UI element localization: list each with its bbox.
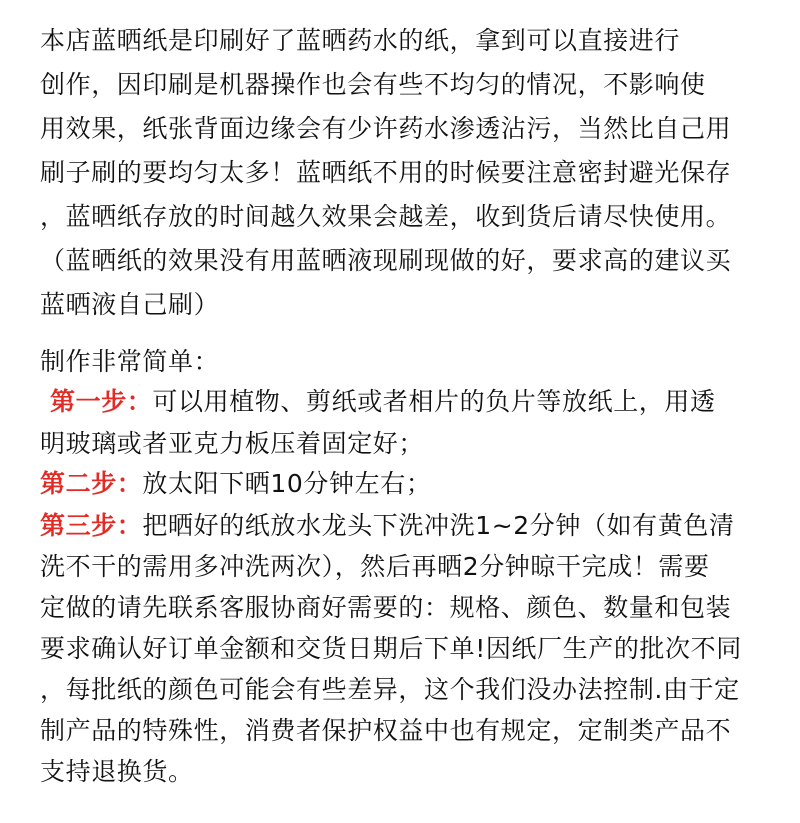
notice-line-5: 支持退换货。 <box>40 757 194 786</box>
step-2-text-1: 放太阳下晒10分钟左右； <box>142 469 432 498</box>
intro-line-2: 创作，因印刷是机器操作也会有些不均匀的情况，不影响使 <box>40 70 706 99</box>
intro-line-7: 蓝晒液自己刷） <box>40 290 220 319</box>
step-3-text-1: 把晒好的纸放水龙头下洗冲洗1~2分钟（如有黄色清 <box>142 511 735 540</box>
step-1-text-1: 可以用植物、剪纸或者相片的负片等放纸上，用透 <box>152 387 716 416</box>
step-2-line-1 <box>40 465 431 503</box>
step-3-line-1 <box>40 507 735 545</box>
notice-line-3: ，每批纸的颜色可能会有些差异，这个我们没办法控制.由于定 <box>40 675 740 704</box>
instructions-heading: 制作非常简单： <box>40 347 220 376</box>
step-1-line-1 <box>50 383 716 421</box>
intro-line-5: ，蓝晒纸存放的时间越久效果会越差，收到货后请尽快使用。 <box>40 202 732 231</box>
notice-line-1: 定做的请先联系客服协商好需要的：规格、颜色、数量和包装 <box>40 593 732 622</box>
step-1-label: 第一步： <box>50 387 153 416</box>
notice-line-2: 要求确认好订单金额和交货日期后下单!因纸厂生产的批次不同 <box>40 634 742 663</box>
intro-line-6: （蓝晒纸的效果没有用蓝晒液现刷现做的好，要求高的建议买 <box>40 246 732 275</box>
step-2-label: 第二步： <box>40 469 143 498</box>
intro-line-4: 刷子刷的要均匀太多！蓝晒纸不用的时候要注意密封避光保存 <box>40 158 732 187</box>
intro-line-3: 用效果，纸张背面边缘会有少许药水渗透沾污，当然比自己用 <box>40 114 732 143</box>
notice-line-4: 制产品的特殊性，消费者保护权益中也有规定，定制类产品不 <box>40 716 732 745</box>
step-3-line-2: 洗不干的需用多冲洗两次），然后再晒2分钟晾干完成！需要 <box>40 552 710 581</box>
step-1-line-2: 明玻璃或者亚克力板压着固定好； <box>40 429 425 458</box>
step-3-label: 第三步： <box>40 511 143 540</box>
intro-line-1: 本店蓝晒纸是印刷好了蓝晒药水的纸，拿到可以直接进行 <box>40 26 681 55</box>
